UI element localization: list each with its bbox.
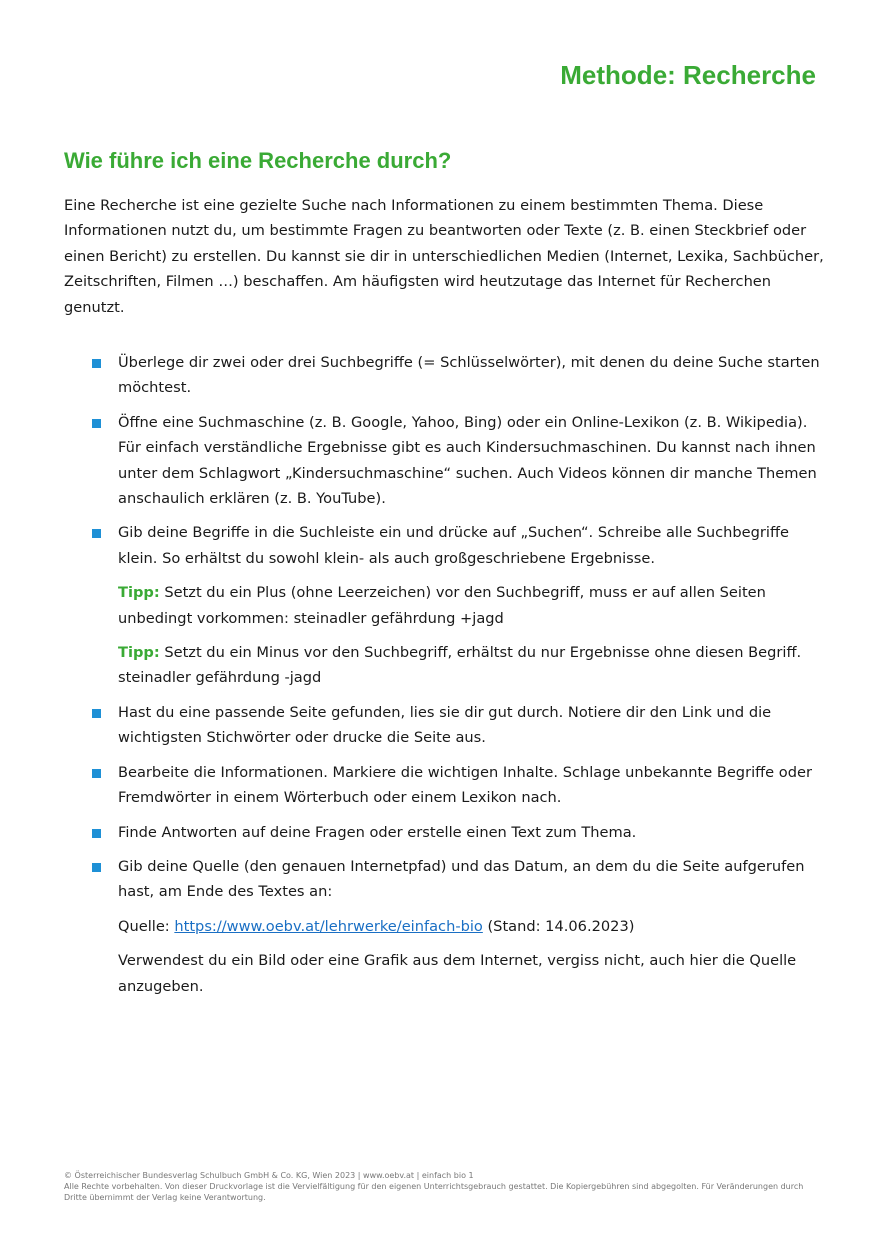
list-item: [64, 700, 824, 751]
source-citation: [118, 914, 824, 939]
tip-paragraph: [118, 580, 824, 631]
square-bullet-icon: [92, 359, 101, 368]
list-item: [64, 350, 824, 401]
square-bullet-icon: [92, 863, 101, 872]
step-text: Hast du eine passende Seite gefunden, lies sie dir gut durch. Notiere dir den Link und die wichtigsten Stichwörter oder drucke die Seite aus.: [118, 703, 772, 747]
footer-line-1: © Österreichischer Bundesverlag Schulbuch GmbH & Co. KG, Wien 2023 | www.oebv.at | einfach bio 1: [64, 1171, 474, 1180]
list-item: [64, 410, 824, 512]
step-text: Gib deine Begriffe in die Suchleiste ein und drücke auf „Suchen“. Schreibe alle Suchbegriffe klein. So erhältst du sowohl klein- als auch großgeschriebene Ergebnisse.: [118, 524, 790, 567]
source-note: Verwendest du ein Bild oder eine Grafik aus dem Internet, vergiss nicht, auch hier die Quelle anzugeben.: [118, 952, 797, 995]
step-text: Überlege dir zwei oder drei Suchbegriffe (= Schlüsselwörter), mit denen du deine Suche starten möchtest.: [118, 354, 820, 397]
section-heading: Wie führe ich eine Recherche durch?: [64, 148, 452, 173]
list-item: [64, 854, 824, 999]
steps-list: [64, 350, 824, 1008]
step-text: Gib deine Quelle (den genauen Internetpfad) und das Datum, an dem du die Seite aufgerufen hast, am Ende des Textes an:: [118, 857, 805, 901]
footer-line-2: Alle Rechte vorbehalten. Von dieser Druckvorlage ist die Vervielfältigung für den eigenen Unterrichtsgebrauch gestattet. Die Kopiergebühren sind abgegolten. Für Veränderungen durch Dritte übernimmt der Verlag keine Verantwortung.: [64, 1182, 804, 1202]
list-item: [64, 520, 824, 690]
square-bullet-icon: [92, 829, 101, 838]
copyright-footer: [64, 1170, 824, 1203]
step-text: Bearbeite die Informationen. Markiere die wichtigen Inhalte. Schlage unbekannte Begriffe oder Fremdwörter in einem Wörterbuch oder einem Lexikon nach.: [118, 763, 812, 807]
page-header-title: Methode: Recherche: [560, 60, 816, 90]
square-bullet-icon: [92, 419, 101, 428]
intro-paragraph: Eine Recherche ist eine gezielte Suche nach Informationen zu einem bestimmten Thema. Diese Informationen nutzt du, um bestimmte Fragen zu beantworten oder Texte (z. B. einen Steckbrief oder einen Bericht) zu erstellen. Du kannst sie dir in unterschiedlichen Medien (Internet, Lexika, Sachbücher, Zeitschriften, Filmen …) beschaffen. Am häufigsten wird heutzutage das Internet für Recherchen genutzt.: [64, 197, 824, 316]
tip-label: Tipp:: [118, 584, 160, 602]
square-bullet-icon: [92, 709, 101, 718]
source-link[interactable]: https://www.oebv.at/lehrwerke/einfach-bio: [174, 917, 483, 935]
list-item: [64, 760, 824, 811]
source-label: Quelle:: [118, 917, 175, 935]
list-item: [64, 820, 824, 845]
source-date: (Stand: 14.06.2023): [482, 917, 635, 935]
step-text: Öffne eine Suchmaschine (z. B. Google, Yahoo, Bing) oder ein Online-Lexikon (z. B. Wikipedia). Für einfach verständliche Ergebnisse gibt es auch Kindersuchmaschinen. Du kannst nach ihnen unter dem Schlagwort „Kindersuchmaschine“ suchen. Auch Videos können dir manche Themen anschaulich erklären (z. B. YouTube).: [118, 413, 817, 508]
tip-paragraph: [118, 640, 824, 691]
step-text: Finde Antworten auf deine Fragen oder erstelle einen Text zum Thema.: [118, 823, 637, 841]
tip-text: Setzt du ein Plus (ohne Leerzeichen) vor den Suchbegriff, muss er auf allen Seiten unbedingt vorkommen: steinadler gefährdung +jagd: [118, 584, 766, 627]
tip-label: Tipp:: [118, 644, 160, 662]
square-bullet-icon: [92, 769, 101, 778]
square-bullet-icon: [92, 529, 101, 538]
tip-text: Setzt du ein Minus vor den Suchbegriff, erhältst du nur Ergebnisse ohne diesen Begriff. steinadler gefährdung -jagd: [118, 644, 802, 687]
